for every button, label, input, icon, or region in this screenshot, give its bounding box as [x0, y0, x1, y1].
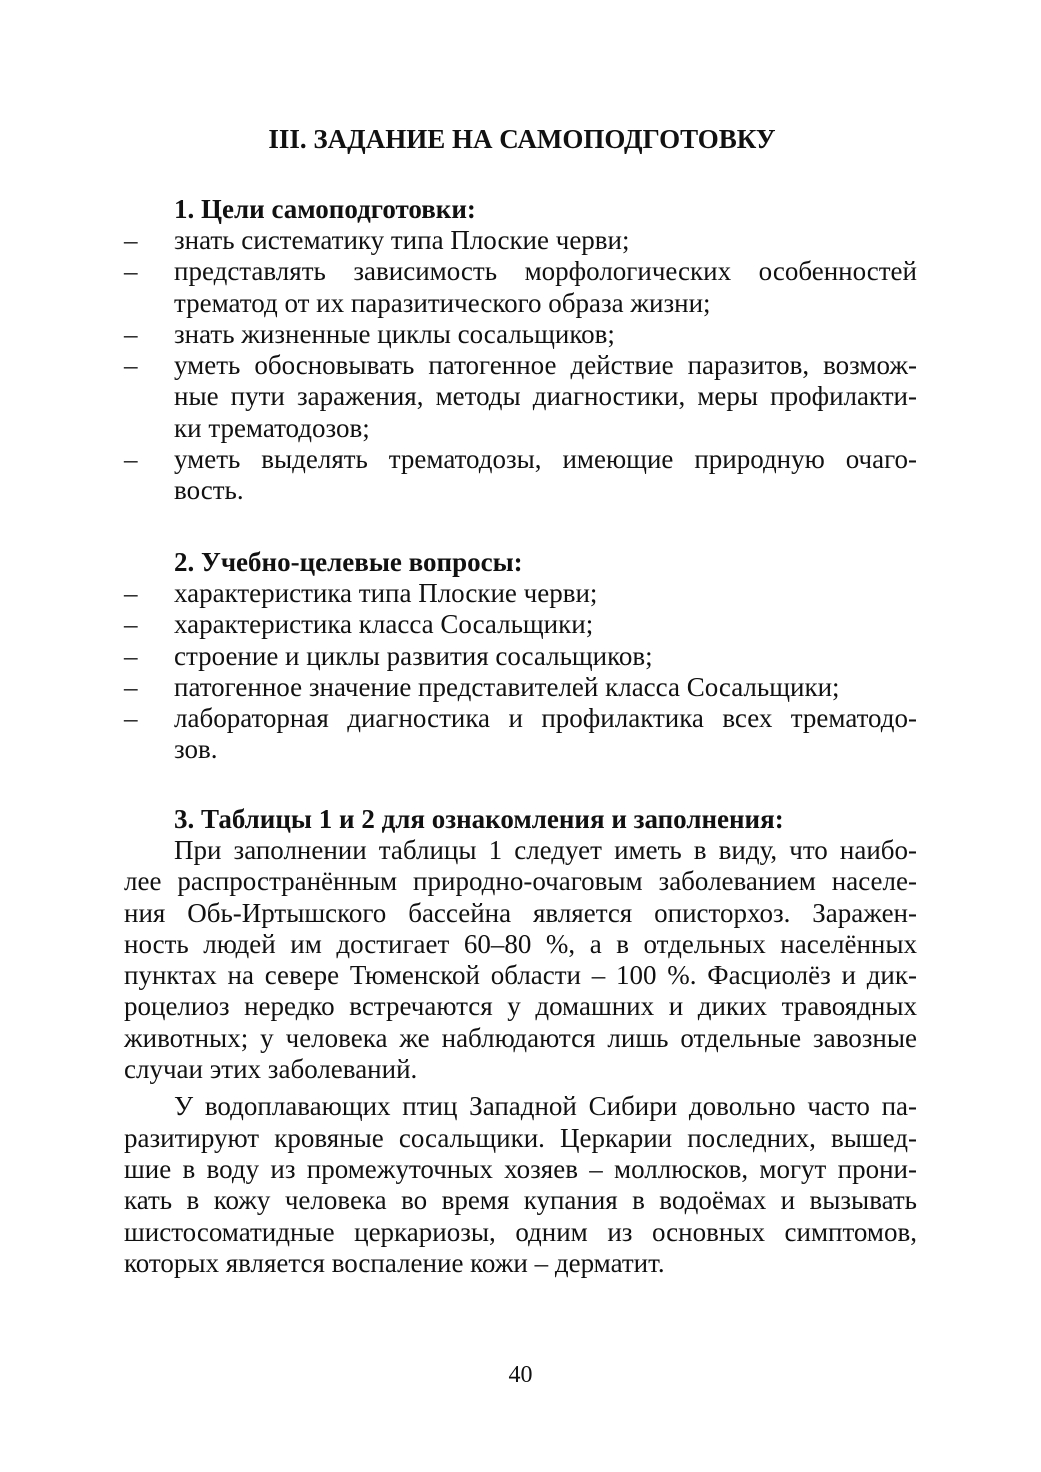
list-item: – лабораторная диагностика и профилактика всех трематодо- зов.	[124, 703, 917, 765]
page-number: 40	[508, 1362, 533, 1388]
list-item: – характеристика класса Сосальщики;	[124, 609, 594, 640]
goals-list	[124, 225, 917, 507]
list-item: – представлять зависимость морфологических особенностей трематод от их паразитического образа жизни;	[124, 256, 917, 318]
section-goals	[124, 193, 917, 507]
section-heading: 3. Таблицы 1 и 2 для ознакомления и заполнения:	[174, 804, 784, 834]
list-item: – строение и циклы развития сосальщиков;	[124, 640, 653, 671]
list-item: – знать жизненные циклы сосальщиков;	[124, 318, 615, 349]
list-item: – патогенное значение представителей класса Сосальщики;	[124, 671, 840, 702]
list-item: – уметь обосновывать патогенное действие паразитов, возмож- ные пути заражения, методы диагностики, меры профилакти- ки трематодозов;	[124, 350, 917, 443]
list-item: – знать систематику типа Плоские черви;	[124, 225, 630, 255]
list-item: – уметь выделять трематодозы, имеющие природную очаго- вость.	[124, 444, 917, 506]
questions-list	[124, 578, 917, 766]
section-heading: 1. Цели самоподготовки:	[174, 194, 476, 224]
paragraph: У водоплавающих птиц Западной Сибири довольно часто па- разитируют кровяные сосальщики. Церкарии последних, вышед- шие в воду из промежуточных хозяев – моллюсков, могут прони- кать в кожу человека во время купания в водоёмах и вызывать шистосоматидные церкариозы, одним из основных симптомов, которых является воспаление кожи – дерматит.	[124, 1091, 917, 1278]
list-item: – характеристика типа Плоские черви;	[124, 578, 598, 608]
section-heading: 2. Учебно-целевые вопросы:	[174, 547, 523, 577]
page-title: III. ЗАДАНИЕ НА САМОПОДГОТОВКУ	[268, 124, 776, 154]
section-questions	[124, 546, 917, 766]
paragraph: При заполнении таблицы 1 следует иметь в виду, что наибо- лее распространённым природно-очаговым заболеванием населе- ния Обь-Иртышского бассейна является описторхоз. Заражен- ность людей им достигает 60–80 %, а в отдельных населённых пунктах на севере Тюменской области – 100 %. Фасциолёз и дик- роцелиоз нередко встречаются у домашних и диких травоядных животных; у человека же наблюдаются лишь отдельные завозные случаи этих заболеваний.	[124, 835, 917, 1085]
section-tables	[124, 803, 917, 1279]
